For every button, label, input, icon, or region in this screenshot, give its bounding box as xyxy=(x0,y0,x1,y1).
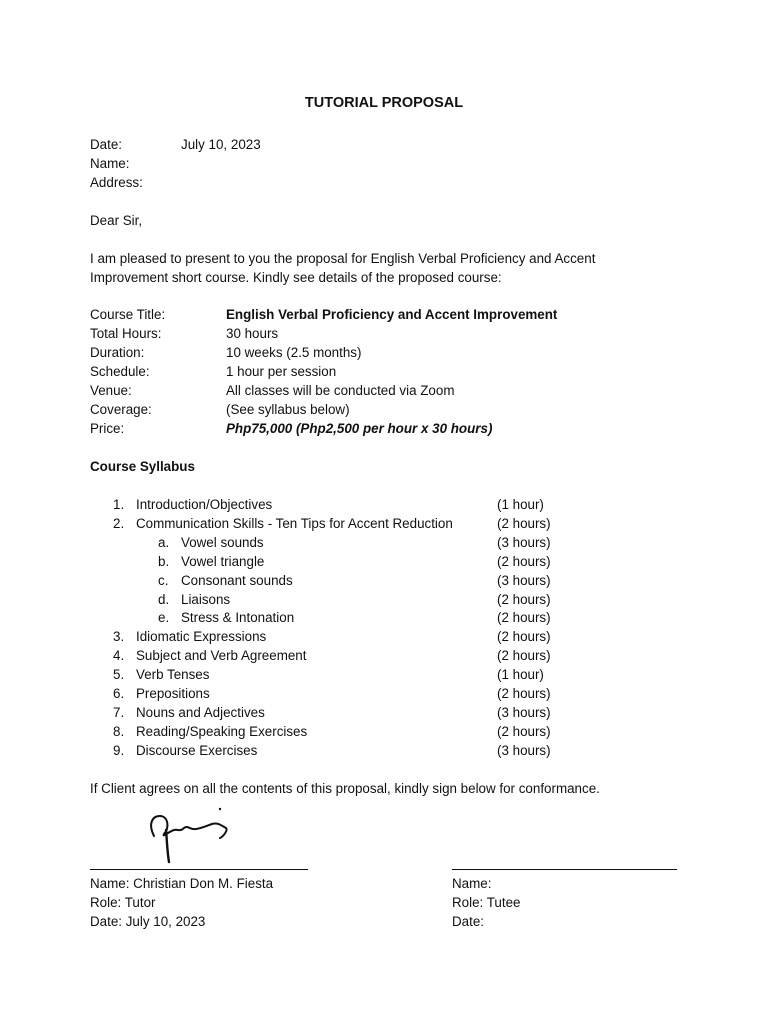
list-marker: 6. xyxy=(113,686,125,701)
list-item: Introduction/Objectives xyxy=(136,497,273,512)
list-item-hours: (2 hours) xyxy=(497,592,551,607)
list-marker: 8. xyxy=(113,724,125,739)
list-marker: b. xyxy=(158,554,170,569)
list-item: Idiomatic Expressions xyxy=(136,629,267,644)
detail-label: Duration: xyxy=(90,345,145,360)
list-marker: 3. xyxy=(113,629,125,644)
tutee-role: Role: Tutee xyxy=(452,895,521,910)
list-item-hours: (1 hour) xyxy=(497,667,544,682)
list-item-hours: (2 hours) xyxy=(497,629,551,644)
signature-image xyxy=(140,802,240,868)
date-label: Date: xyxy=(90,137,123,152)
list-item-hours: (2 hours) xyxy=(497,648,551,663)
list-marker: 2. xyxy=(113,516,125,531)
list-item-hours: (2 hours) xyxy=(497,610,551,625)
list-item: Reading/Speaking Exercises xyxy=(136,724,308,739)
list-marker: d. xyxy=(158,592,170,607)
list-item-hours: (2 hours) xyxy=(497,724,551,739)
document-title: TUTORIAL PROPOSAL xyxy=(304,95,464,111)
list-marker: e. xyxy=(158,610,170,625)
syllabus-heading: Course Syllabus xyxy=(90,459,195,474)
detail-label: Price: xyxy=(90,421,125,436)
list-item: Subject and Verb Agreement xyxy=(136,648,307,663)
list-marker: 5. xyxy=(113,667,125,682)
tutee-name: Name: xyxy=(452,876,492,891)
list-item: Liaisons xyxy=(181,592,231,607)
list-item: Prepositions xyxy=(136,686,210,701)
tutee-signature-line xyxy=(452,869,677,870)
list-item: Nouns and Adjectives xyxy=(136,705,265,720)
price-value: Php75,000 (Php2,500 per hour x 30 hours) xyxy=(226,421,493,436)
detail-label: Total Hours: xyxy=(90,326,162,341)
list-marker: 7. xyxy=(113,705,125,720)
tutee-date: Date: xyxy=(452,914,485,929)
course-title-value: English Verbal Proficiency and Accent Improvement xyxy=(226,307,558,322)
list-marker: 9. xyxy=(113,743,125,758)
list-item-hours: (2 hours) xyxy=(497,686,551,701)
tutor-role: Role: Tutor xyxy=(90,895,156,910)
intro-line-2: Improvement short course. Kindly see details of the proposed course: xyxy=(90,270,502,285)
tutor-date: Date: July 10, 2023 xyxy=(90,914,206,929)
date-value: July 10, 2023 xyxy=(181,137,261,152)
detail-label: Coverage: xyxy=(90,402,152,417)
list-item: Discourse Exercises xyxy=(136,743,258,758)
detail-label: Venue: xyxy=(90,383,132,398)
address-label: Address: xyxy=(90,175,143,190)
list-item-hours: (3 hours) xyxy=(497,573,551,588)
list-item: Verb Tenses xyxy=(136,667,210,682)
list-marker: a. xyxy=(158,535,170,550)
closing-statement: If Client agrees on all the contents of this proposal, kindly sign below for conformance. xyxy=(90,781,600,796)
name-label: Name: xyxy=(90,156,130,171)
intro-line-1: I am pleased to present to you the proposal for English Verbal Proficiency and Accent xyxy=(90,251,596,266)
list-marker: 4. xyxy=(113,648,125,663)
total-hours-value: 30 hours xyxy=(226,326,279,341)
list-item: Vowel triangle xyxy=(181,554,265,569)
detail-label: Schedule: xyxy=(90,364,150,379)
duration-value: 10 weeks (2.5 months) xyxy=(226,345,362,360)
list-item-hours: (3 hours) xyxy=(497,535,551,550)
list-item-hours: (3 hours) xyxy=(497,705,551,720)
list-item: Consonant sounds xyxy=(181,573,293,588)
list-marker: 1. xyxy=(113,497,125,512)
list-item: Stress & Intonation xyxy=(181,610,295,625)
coverage-value: (See syllabus below) xyxy=(226,402,350,417)
tutor-name: Name: Christian Don M. Fiesta xyxy=(90,876,274,891)
list-marker: c. xyxy=(158,573,169,588)
detail-label: Course Title: xyxy=(90,307,166,322)
list-item-hours: (1 hour) xyxy=(497,497,544,512)
list-item-hours: (2 hours) xyxy=(497,516,551,531)
tutor-signature-line xyxy=(90,869,308,870)
salutation: Dear Sir, xyxy=(90,213,143,228)
venue-value: All classes will be conducted via Zoom xyxy=(226,383,455,398)
list-item: Vowel sounds xyxy=(181,535,264,550)
schedule-value: 1 hour per session xyxy=(226,364,337,379)
list-item: Communication Skills - Ten Tips for Accent Reduction xyxy=(136,516,453,531)
list-item-hours: (2 hours) xyxy=(497,554,551,569)
list-item-hours: (3 hours) xyxy=(497,743,551,758)
